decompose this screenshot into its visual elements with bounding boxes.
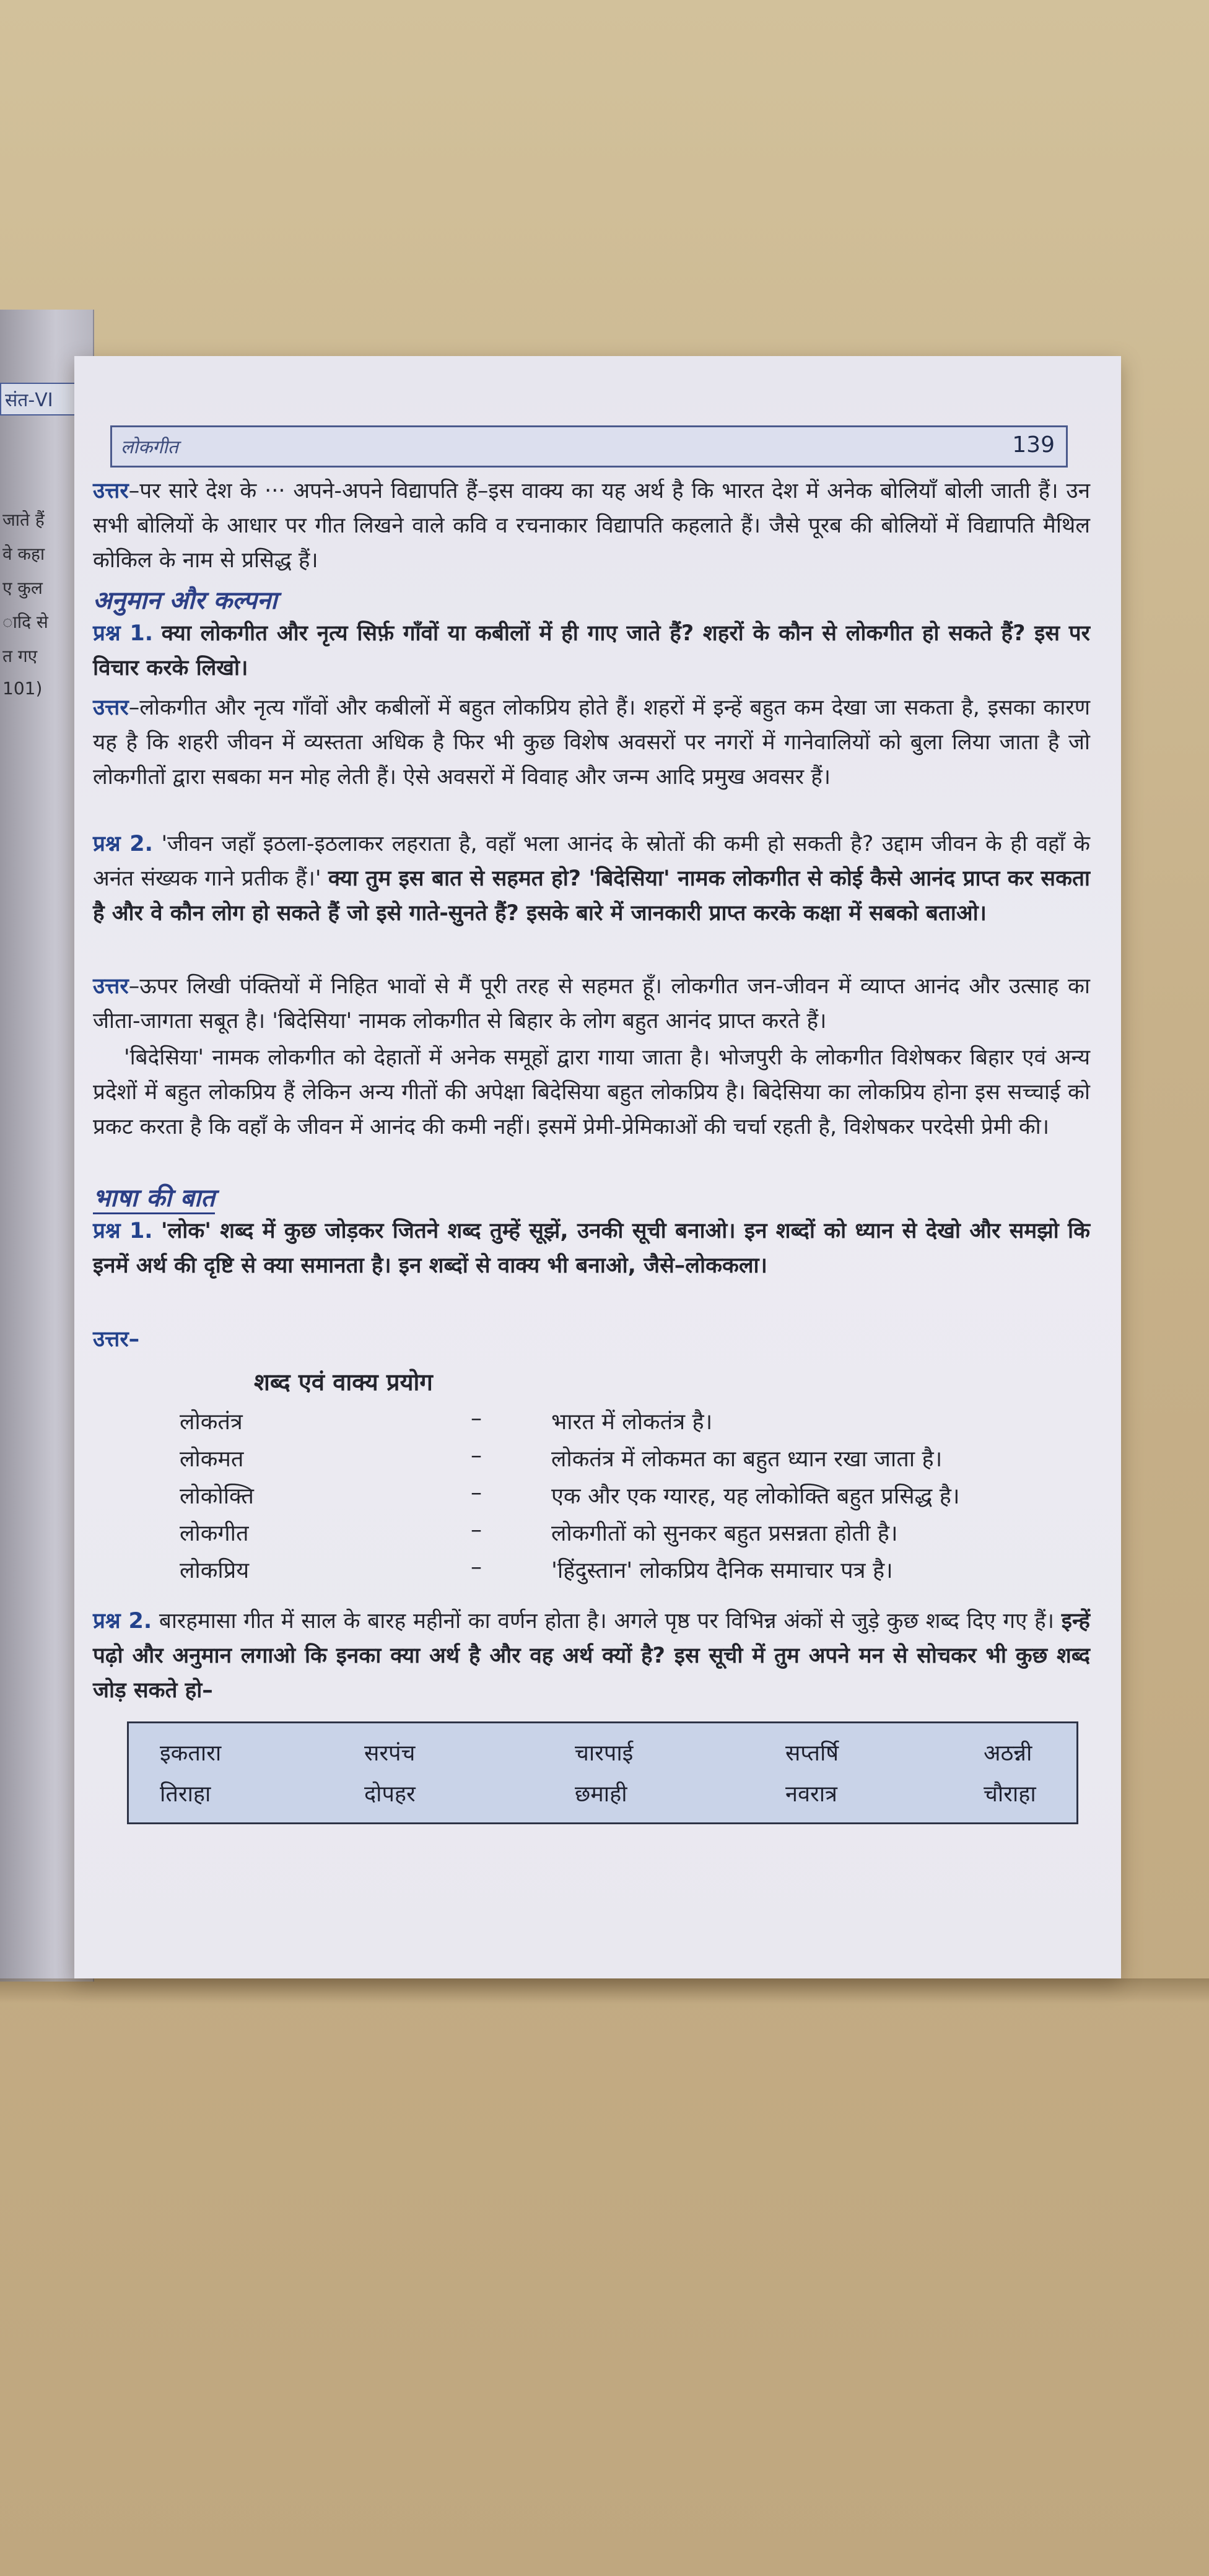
question-text-plain: बारहमासा गीत में साल के बारह महीनों का वर्णन होता है। अगले पृष्ठ पर विभिन्न अंकों से जुड़े कुछ शब्द दिए गए हैं। bbox=[159, 1609, 1054, 1634]
book-page bbox=[74, 356, 1121, 1978]
section-title-text: भाषा की बात bbox=[93, 1183, 215, 1214]
answer-label-line bbox=[93, 1322, 1090, 1357]
dash: – bbox=[471, 1443, 482, 1468]
section-title-anuman: अनुमान और कल्पना bbox=[93, 586, 277, 615]
question-label: प्रश्न 2. bbox=[93, 832, 153, 856]
number-word: अठन्नी bbox=[984, 1741, 1032, 1766]
previous-page-line: त गए bbox=[2, 646, 38, 666]
word: लोकोक्ति bbox=[180, 1484, 254, 1509]
answer-label: उत्तर bbox=[93, 695, 129, 720]
page-number: 139 bbox=[1012, 432, 1055, 458]
sentence: लोकगीतों को सुनकर बहुत प्रसन्नता होती है। bbox=[551, 1521, 898, 1546]
question-label: प्रश्न 1. bbox=[93, 1219, 153, 1243]
sentence: 'हिंदुस्तान' लोकप्रिय दैनिक समाचार पत्र है। bbox=[551, 1558, 893, 1583]
answer-label: उत्तर bbox=[93, 479, 129, 503]
language-question-2 bbox=[93, 1604, 1090, 1708]
sentence: भारत में लोकतंत्र है। bbox=[551, 1409, 713, 1435]
answer-2-paragraph-2: 'बिदेसिया' नामक लोकगीत को देहातों में अनेक समूहों द्वारा गाया जाता है। भोजपुरी के लोकगीत विशेषकर बिहार एवं अन्य प्रदेशों में बहुत लोकप्रिय हैं लेकिन अन्य गीतों की अपेक्षा बिदेसिया बहुत लोकप्रिय है। बिदेसिया का लोकप्रिय होना इस सच्चाई को प्रकट करता है कि वहाँ के जीवन में आनंद की कमी नहीं। इसमें प्रेमी-प्रेमिकाओं की चर्चा रहती है, विशेषकर परदेसी प्रेमी की। bbox=[93, 1045, 1090, 1139]
word-row bbox=[180, 1517, 985, 1553]
number-word: नवरात्र bbox=[785, 1782, 837, 1807]
number-word: दोपहर bbox=[364, 1782, 416, 1807]
question-label: प्रश्न 2. bbox=[93, 1609, 152, 1634]
word: लोकतंत्र bbox=[180, 1409, 243, 1435]
number-word: चौराहा bbox=[984, 1782, 1036, 1807]
intro-answer bbox=[93, 474, 1090, 578]
sentence: लोकतंत्र में लोकमत का बहुत ध्यान रखा जाता है। bbox=[551, 1447, 943, 1472]
answer-label: उत्तर bbox=[93, 974, 129, 999]
word-row bbox=[180, 1406, 985, 1442]
number-word: सरपंच bbox=[364, 1741, 416, 1766]
question-1 bbox=[93, 616, 1090, 685]
answer-2 bbox=[93, 969, 1090, 1038]
word: लोकप्रिय bbox=[180, 1558, 250, 1583]
question-2 bbox=[93, 827, 1090, 931]
answer-text: –लोकगीत और नृत्य गाँवों और कबीलों में बहुत लोकप्रिय होते हैं। शहरों में इन्हें बहुत कम देखा जा सकता है, इसका कारण यह है कि शहरी जीवन में व्यस्तता अधिक है फिर भी कुछ विशेष अवसरों पर नगरों में गानेवालियों को बुला लिया जाता है जो लोकगीतों द्वारा सबका मन मोह लेती हैं। ऐसे अवसरों में विवाह और जन्म आदि प्रमुख अवसर हैं। bbox=[93, 695, 1090, 790]
section-title-bhasha bbox=[93, 1180, 215, 1214]
dash: – bbox=[471, 1517, 482, 1543]
question-quote: 'जीवन जहाँ इठला-इठलाकर लहराता है, वहाँ भला आनंद के स्रोतों की कमी हो सकती है? उद्दाम जीवन के ही वहाँ के अनंत संख्यक गाने प्रतीक हैं।' bbox=[93, 832, 1090, 891]
chapter-title: लोकगीत bbox=[121, 437, 178, 458]
previous-page-line: ादि से bbox=[2, 612, 48, 632]
number-word: सप्तर्षि bbox=[785, 1741, 839, 1766]
page-header bbox=[110, 425, 1068, 468]
number-words-box bbox=[127, 1721, 1078, 1824]
word-row bbox=[180, 1480, 985, 1516]
number-word: चारपाई bbox=[575, 1741, 634, 1766]
word-table-heading: शब्द एवं वाक्य प्रयोग bbox=[254, 1368, 433, 1396]
dash: – bbox=[471, 1480, 482, 1505]
question-text: क्या तुम इस बात से सहमत हो? 'बिदेसिया' नामक लोकगीत से कोई कैसे आनंद प्राप्त कर सकता है और वे कौन लोग हो सकते हैं जो इसे गाते-सुनते हैं? इसके बारे में जानकारी प्राप्त करके कक्षा में सबको बताओ। bbox=[93, 866, 1090, 926]
language-question-1 bbox=[93, 1214, 1090, 1283]
question-text: क्या लोकगीत और नृत्य सिर्फ़ गाँवों या कबीलों में ही गाए जाते हैं? शहरों के कौन से लोकगीत हो सकते हैं? इस पर विचार करके लिखो। bbox=[93, 621, 1090, 681]
answer-text: –पर सारे देश के ··· अपने-अपने विद्यापति हैं–इस वाक्य का यह अर्थ है कि भारत देश में अनेक बोलियाँ बोली जाती हैं। उन सभी बोलियों के आधार पर गीत लिखने वाले कवि व रचनाकार विद्यापति कहलाते हैं। जैसे पूरब की बोलियों में विद्यापति मैथिल कोकिल के नाम से प्रसिद्ध हैं। bbox=[93, 479, 1090, 573]
number-word: इकतारा bbox=[160, 1741, 222, 1766]
sentence: एक और एक ग्यारह, यह लोकोक्ति बहुत प्रसिद्ध है। bbox=[551, 1484, 960, 1509]
previous-page-line: 101) bbox=[2, 678, 43, 698]
question-text: 'लोक' शब्द में कुछ जोड़कर जितने शब्द तुम्हें सूझें, उनकी सूची बनाओ। इन शब्दों को ध्यान से देखो और समझो कि इनमें अर्थ की दृष्टि से क्या समानता है। इन शब्दों से वाक्य भी बनाओ, जैसे–लोककला। bbox=[93, 1219, 1090, 1278]
answer-1 bbox=[93, 690, 1090, 794]
number-word: तिराहा bbox=[160, 1782, 211, 1807]
dash: – bbox=[471, 1406, 482, 1431]
word: लोकमत bbox=[180, 1447, 244, 1472]
page-shadow bbox=[0, 1978, 1209, 2003]
number-word: छमाही bbox=[575, 1782, 627, 1807]
word-row bbox=[180, 1554, 985, 1590]
dash: – bbox=[471, 1554, 482, 1580]
question-label: प्रश्न 1. bbox=[93, 621, 154, 646]
word-row bbox=[180, 1443, 985, 1479]
answer-text: –ऊपर लिखी पंक्तियों में निहित भावों से मैं पूरी तरह से सहमत हूँ। लोकगीत जन-जीवन में व्याप्त आनंद और उत्साह का जीता-जागता सबूत है। 'बिदेसिया' नामक लोकगीत से बिहार के लोग बहुत आनंद प्राप्त करते हैं। bbox=[93, 974, 1090, 1033]
answer-label: उत्तर– bbox=[93, 1327, 140, 1352]
previous-page-line: जाते हैं bbox=[2, 510, 45, 530]
word: लोकगीत bbox=[180, 1521, 249, 1546]
previous-page-line: वे कहा bbox=[2, 544, 45, 564]
previous-page-label: संत-VI bbox=[0, 383, 79, 416]
question-text: इन्हें पढ़ो और अनुमान लगाओ कि इनका क्या अर्थ है और वह अर्थ क्यों है? इस सूची में तुम अपने मन से सोचकर भी कुछ शब्द जोड़ सकते हो– bbox=[93, 1609, 1090, 1703]
previous-page-line: ए कुल bbox=[2, 578, 43, 598]
